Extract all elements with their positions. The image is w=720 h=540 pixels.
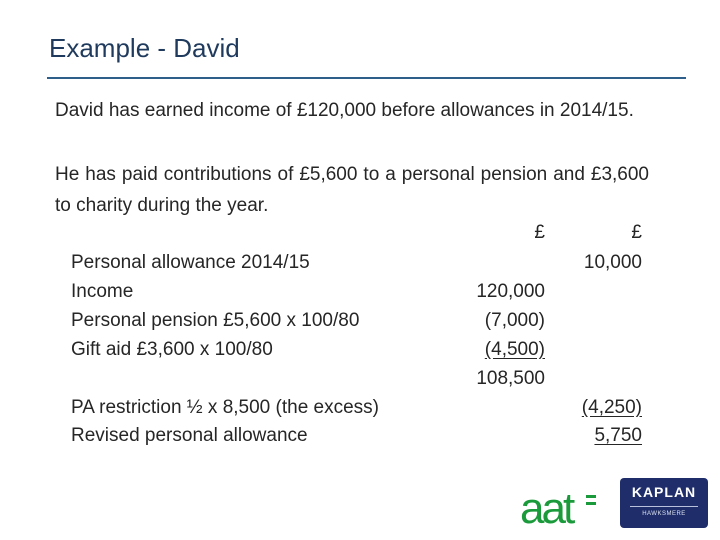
table-row-personal-allowance — [71, 248, 651, 277]
row-value-col2: 5,750 — [594, 425, 642, 446]
intro-paragraph-contributions: He has paid contributions of £5,600 to a personal pension and £3,600 to charity during the year. — [55, 164, 649, 216]
table-row-personal-pension — [71, 306, 651, 335]
table-row-gift-aid — [71, 335, 651, 364]
row-value-col2: 10,000 — [583, 252, 642, 273]
row-label: Revised personal allowance — [71, 425, 308, 446]
table-row-revised-allowance — [71, 421, 651, 450]
aat-logo-text: aat — [520, 484, 573, 529]
table-row-income — [71, 277, 651, 306]
kaplan-logo-divider — [630, 506, 698, 507]
row-value-col1: (7,000) — [484, 310, 545, 331]
row-value-col1: 108,500 — [476, 368, 545, 389]
intro-paragraph-income: David has earned income of £120,000 before allowances in 2014/15. — [55, 100, 634, 121]
table-header-row — [71, 218, 651, 247]
aat-logo — [520, 483, 600, 529]
kaplan-logo — [620, 478, 708, 528]
title-divider — [47, 77, 686, 79]
row-label: Income — [71, 281, 134, 302]
kaplan-logo-subtext: HAWKSMERE — [642, 511, 686, 517]
table-row-adjusted-income — [71, 364, 651, 393]
row-label: Personal pension £5,600 x 100/80 — [71, 310, 360, 331]
row-value-col1: 120,000 — [476, 281, 545, 302]
row-value-col2: (4,250) — [581, 397, 642, 418]
column-header-pounds-1: £ — [534, 222, 545, 243]
kaplan-logo-text: KAPLAN — [631, 484, 697, 500]
column-header-pounds-2: £ — [631, 222, 642, 243]
slide-title: Example - David — [49, 33, 240, 63]
row-label: PA restriction ½ x 8,500 (the excess) — [71, 397, 380, 418]
row-label: Personal allowance 2014/15 — [71, 252, 310, 273]
row-value-col1: (4,500) — [484, 339, 545, 360]
row-label: Gift aid £3,600 x 100/80 — [71, 339, 273, 360]
table-row-pa-restriction — [71, 393, 651, 422]
